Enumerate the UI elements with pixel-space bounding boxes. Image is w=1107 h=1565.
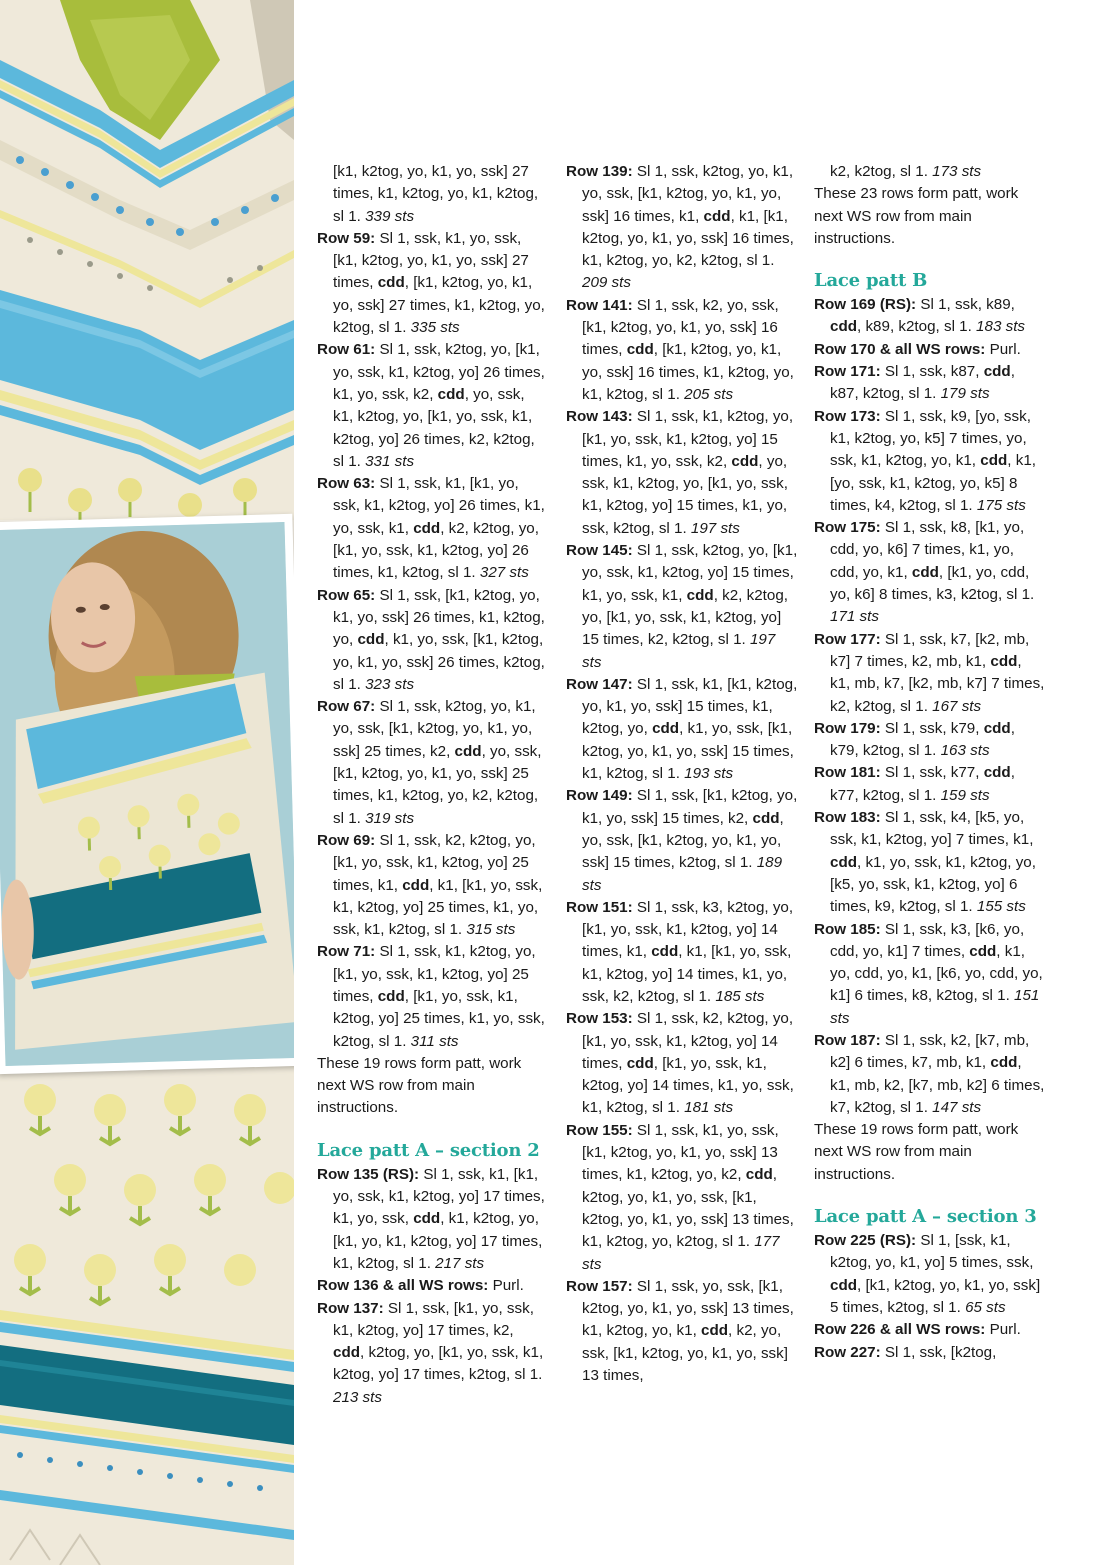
- pattern-row: [566, 1008, 798, 1119]
- row-instructions: , [k1, yo, cdd, yo, k6] 8 times, k3, k2tog, sl 1.: [830, 563, 1035, 604]
- row-label: Row 71:: [317, 943, 376, 961]
- row-instructions: , [k1, k2tog, yo, k1, yo, ssk] 27 times, k1, k2tog, yo, k2tog, sl 1.: [333, 274, 545, 337]
- row-instructions: Sl 1, ssk, k77,: [884, 764, 984, 782]
- row-instructions: , k1, yo, ssk, k1, k2tog, yo, [k5, yo, ssk, k1, k2tog, yo] 6 times, k9, k2tog, sl 1.: [830, 853, 1036, 916]
- pattern-column-2: [566, 161, 798, 1387]
- row-instructions: , [k1, yo, ssk, k1, k2tog, yo] 14 times, k1, yo, ssk, k1, k2tog, sl 1.: [582, 1054, 794, 1117]
- row-instructions: Sl 1, ssk, k89,: [920, 296, 1015, 314]
- row-instructions: Sl 1, ssk, k3, k2tog, yo, [k1, yo, ssk, k1, k2tog, yo] 14 times, k1,: [582, 898, 794, 961]
- row-instructions: Sl 1, ssk, k7, [k2, mb, k7] 7 times, k2, mb, k1,: [830, 630, 1030, 670]
- row-label: Row 137:: [317, 1299, 384, 1317]
- row-instructions: Purl.: [989, 1321, 1021, 1339]
- row-instructions: Sl 1, ssk, k1, [k1, yo, ssk, k1, k2tog, yo] 26 times, k1, yo, ssk, k1,: [333, 475, 545, 537]
- pattern-row: [566, 785, 798, 896]
- row-instructions: , k77, k2tog, sl 1.: [830, 764, 1015, 804]
- stitch-count: 177 sts: [582, 1233, 780, 1273]
- row-instructions: , k1, mb, k2, [k7, mb, k2] 6 times, k7, k2tog, sl 1.: [830, 1054, 1045, 1116]
- stitch-count: 327 sts: [479, 564, 529, 582]
- stitch-count: 175 sts: [976, 496, 1026, 514]
- stitch-count: 217 sts: [435, 1254, 485, 1272]
- pattern-row: [317, 941, 549, 1052]
- stitch-count: 65 sts: [965, 1298, 1006, 1316]
- pattern-row: [814, 807, 1046, 918]
- pattern-note: These 23 rows form patt, work next WS row from main instructions.: [814, 185, 1019, 247]
- row-instructions: , k1, k2tog, yo, [k1, yo, k1, k2tog, yo] 17 times, k1, k2tog, sl 1.: [333, 1210, 543, 1272]
- row-instructions: , k1, yo, ssk, [k1, k2tog, yo, k1, yo, ssk] 26 times, k2tog, sl 1.: [333, 631, 545, 693]
- shawl-detail-photo-top: [0, 0, 294, 520]
- stitch-count: 185 sts: [715, 987, 765, 1005]
- row-label: Row 177:: [814, 630, 881, 648]
- row-label: Row 67:: [317, 698, 376, 716]
- photo-strip: [0, 0, 294, 1565]
- row-label: Row 59:: [317, 229, 376, 247]
- pattern-row: [317, 339, 549, 473]
- row-instructions: , k87, k2tog, sl 1.: [830, 363, 1015, 403]
- cdd-stitch: cdd: [731, 452, 759, 470]
- pattern-row: [814, 339, 1046, 361]
- cdd-stitch: cdd: [377, 987, 405, 1005]
- row-label: Row 169 (RS):: [814, 296, 917, 314]
- row-instructions: , yo, ssk, [k1, k2tog, yo, k1, yo, ssk] 15 times, k2tog, sl 1.: [582, 809, 784, 872]
- pattern-row: [566, 1276, 798, 1387]
- cdd-stitch: cdd: [701, 1322, 729, 1340]
- row-instructions: , k1, yo, ssk, [k1, k2tog, yo, k1, yo, ssk] 15 times, k1, k2tog, sl 1.: [582, 720, 794, 783]
- row-label: Row 170 & all WS rows:: [814, 340, 986, 358]
- row-instructions: Sl 1, ssk, k2, [k7, mb, k2] 6 times, k7, mb, k1,: [830, 1031, 1030, 1072]
- cdd-stitch: cdd: [752, 809, 780, 827]
- pattern-row: [566, 1120, 798, 1276]
- stitch-count: 159 sts: [940, 786, 990, 804]
- stitch-count: 189 sts: [582, 854, 783, 894]
- pattern-row: [814, 1342, 1046, 1364]
- cdd-stitch: cdd: [402, 876, 430, 894]
- stitch-count: 147 sts: [932, 1098, 982, 1116]
- row-instructions: , k1, [k1, yo, ssk, k1, k2tog, yo] 14 times, k1, yo, ssk, k2, k2tog, sl 1.: [582, 943, 792, 1005]
- model-photo-frame: [0, 514, 294, 1074]
- stitch-count: 163 sts: [940, 742, 990, 760]
- stitch-count: 179 sts: [940, 385, 990, 403]
- stitch-count: 213 sts: [333, 1388, 382, 1406]
- stitch-count: 311 sts: [410, 1032, 459, 1050]
- row-instructions: Sl 1, ssk, k4, [k5, yo, ssk, k1, k2tog, yo] 7 times, k1,: [830, 809, 1034, 849]
- pattern-row: [814, 1030, 1046, 1119]
- row-instructions: Sl 1, ssk, yo, ssk, [k1, k2tog, yo, k1, yo, ssk] 13 times, k1, k2tog, yo, k1,: [582, 1277, 794, 1340]
- row-instructions: , yo, ssk, k1, k2tog, yo, [k1, yo, ssk, k1, k2tog, yo] 15 times, k1, yo, ssk, k2tog, sl 1.: [582, 452, 788, 537]
- cdd-stitch: cdd: [333, 1344, 361, 1362]
- row-label: Row 181:: [814, 764, 881, 782]
- row-instructions: Sl 1, ssk, [k1, k2tog, yo, k1, yo, ssk] 26 times, k1, k2tog, yo,: [333, 586, 545, 649]
- stitch-count: 209 sts: [582, 274, 631, 292]
- stitch-count: 193 sts: [684, 765, 734, 783]
- stitch-count: 173 sts: [932, 163, 982, 180]
- pattern-column-3: [814, 161, 1046, 1364]
- pattern-row: [317, 1275, 549, 1297]
- pattern-row: [317, 228, 549, 339]
- pattern-row: [317, 473, 549, 584]
- pattern-row: [814, 629, 1046, 718]
- pattern-column-1: [317, 161, 549, 1409]
- row-instructions: , k2, k2tog, yo, [k1, yo, ssk, k1, k2tog, yo] 15 times, k2, k2tog, sl 1.: [582, 586, 788, 649]
- pattern-row: [317, 585, 549, 696]
- stitch-count: 331 sts: [365, 452, 415, 470]
- row-label: Row 225 (RS):: [814, 1232, 917, 1250]
- pattern-row: [317, 696, 549, 830]
- stitch-count: 319 sts: [365, 809, 415, 827]
- row-instructions: , k2tog, yo, k1, yo, ssk, [k1, k2tog, yo, k1, yo, ssk] 13 times, k1, k2tog, yo, k2tog, sl 1.: [582, 1166, 794, 1251]
- row-label: Row 157:: [566, 1277, 633, 1295]
- row-label: Row 69:: [317, 831, 376, 849]
- cdd-stitch: cdd: [969, 942, 997, 960]
- row-label: Row 139:: [566, 163, 633, 180]
- row-instructions: , yo, ssk, [k1, k2tog, yo, k1, yo, ssk] 25 times, k1, k2tog, yo, k2, k2tog, sl 1.: [333, 742, 542, 827]
- row-instructions: [k1, k2tog, yo, k1, yo, ssk] 27 times, k1, k2tog, yo, k1, k2tog, sl 1.: [333, 163, 539, 225]
- cdd-stitch: cdd: [745, 1166, 773, 1184]
- model-wearing-shawl-photo: [0, 522, 294, 1066]
- cdd-stitch: cdd: [983, 764, 1011, 782]
- cdd-stitch: cdd: [830, 1276, 858, 1294]
- stitch-count: 335 sts: [410, 319, 460, 337]
- cdd-stitch: cdd: [357, 631, 385, 649]
- cdd-stitch: cdd: [990, 652, 1018, 670]
- row-label: Row 187:: [814, 1031, 881, 1049]
- cdd-stitch: cdd: [454, 742, 482, 760]
- row-instructions: Sl 1, ssk, [k1, yo, ssk, k1, k2tog, yo] 17 times, k2,: [333, 1299, 534, 1339]
- cdd-stitch: cdd: [377, 274, 405, 292]
- cdd-stitch: cdd: [983, 719, 1011, 737]
- row-instructions: Sl 1, ssk, k1, k2tog, yo, [k1, yo, ssk, k1, k2tog, yo] 15 times, k1, yo, ssk, k2,: [582, 408, 794, 470]
- row-instructions: Sl 1, [ssk, k1, k2tog, yo, k1, yo] 5 times, ssk,: [830, 1232, 1034, 1272]
- row-instructions: k2, k2tog, sl 1.: [830, 163, 933, 180]
- stitch-count: 323 sts: [365, 675, 415, 693]
- pattern-row-continuation: [814, 161, 1046, 183]
- row-instructions: , yo, ssk, k1, k2tog, yo, [k1, yo, ssk, k1, k2tog, yo] 26 times, k2, k2tog, sl 1.: [333, 385, 535, 470]
- row-instructions: , k1, mb, k7, [k2, mb, k7] 7 times, k2, k2tog, sl 1.: [830, 652, 1045, 715]
- stitch-count: 181 sts: [684, 1099, 734, 1117]
- pattern-row: [566, 540, 798, 674]
- pattern-row: [814, 919, 1046, 1030]
- row-instructions: , k2tog, yo, [k1, yo, ssk, k1, k2tog, yo] 17 times, k2tog, sl 1.: [333, 1344, 544, 1384]
- row-instructions: Sl 1, ssk, k1, yo, ssk, [k1, k2tog, yo, k1, yo, ssk] 13 times, k1, k2tog, yo, k2,: [582, 1121, 779, 1184]
- pattern-row: [566, 897, 798, 1008]
- stitch-count: 197 sts: [582, 631, 776, 671]
- row-label: Row 143:: [566, 408, 633, 426]
- row-instructions: Sl 1, ssk, k2tog, yo, k1, yo, ssk, [k1, k2tog, yo, k1, yo, ssk] 25 times, k2,: [333, 698, 536, 760]
- row-instructions: Sl 1, ssk, k2, k2tog, yo, [k1, yo, ssk, k1, k2tog, yo] 25 times, k1,: [333, 831, 536, 894]
- pattern-row: [814, 762, 1046, 807]
- row-label: Row 183:: [814, 809, 881, 827]
- row-label: Row 149:: [566, 787, 633, 805]
- row-label: Row 145:: [566, 542, 633, 560]
- cdd-stitch: cdd: [413, 1210, 441, 1228]
- cdd-stitch: cdd: [911, 563, 939, 581]
- row-label: Row 227:: [814, 1343, 881, 1361]
- stitch-count: 167 sts: [932, 697, 982, 715]
- row-label: Row 135 (RS):: [317, 1165, 420, 1183]
- pattern-row: [814, 406, 1046, 517]
- stitch-count: 155 sts: [976, 898, 1026, 916]
- cdd-stitch: cdd: [626, 341, 654, 359]
- row-instructions: Sl 1, ssk, k2, k2tog, yo, [k1, yo, ssk, k1, k2tog, yo] 14 times,: [582, 1010, 794, 1072]
- row-instructions: , k2, yo, ssk, [k1, k2tog, yo, k1, yo, ssk] 13 times,: [582, 1322, 788, 1385]
- row-instructions: Sl 1, ssk, k3, [k6, yo, cdd, yo, k1] 7 times,: [830, 920, 1025, 960]
- row-instructions: Sl 1, ssk, k9, [yo, ssk, k1, k2tog, yo, k5] 7 times, yo, ssk, k1, k2tog, yo, k1,: [830, 407, 1031, 470]
- row-instructions: , k1, [k1, yo, ssk, k1, k2tog, yo] 25 times, k1, yo, ssk, k1, k2tog, sl 1.: [333, 876, 543, 939]
- row-instructions: , [k1, k2tog, yo, k1, yo, ssk] 16 times, k1, k2tog, yo, k1, k2tog, sl 1.: [582, 341, 794, 403]
- stitch-count: 151 sts: [830, 987, 1040, 1027]
- cdd-stitch: cdd: [686, 586, 714, 604]
- cdd-stitch: cdd: [980, 452, 1008, 470]
- pattern-row-continuation: [317, 161, 549, 228]
- pattern-row: [814, 361, 1046, 406]
- pattern-row: [814, 294, 1046, 339]
- row-label: Row 173:: [814, 407, 881, 425]
- row-instructions: Sl 1, ssk, k87,: [884, 363, 984, 381]
- pattern-row: [317, 1164, 549, 1275]
- row-instructions: Sl 1, ssk, k8, [k1, yo, cdd, yo, k6] 7 times, k1, yo, cdd, yo, k1,: [830, 519, 1025, 581]
- row-instructions: Sl 1, ssk, k2tog, yo, [k1, yo, ssk, k1, k2tog, yo] 26 times, k1, yo, ssk, k2,: [333, 341, 545, 403]
- row-instructions: Sl 1, ssk, k1, k2tog, yo, [k1, yo, ssk, k1, k2tog, yo] 25 times,: [333, 943, 536, 1005]
- row-label: Row 65:: [317, 586, 376, 604]
- row-label: Row 141:: [566, 296, 633, 314]
- row-instructions: Sl 1, ssk, k2tog, yo, [k1, yo, ssk, k1, k2tog, yo] 15 times, k1, yo, ssk, k1,: [582, 542, 798, 604]
- row-label: Row 155:: [566, 1121, 633, 1139]
- pattern-row: [566, 674, 798, 785]
- pattern-row: [566, 161, 798, 295]
- pattern-row: [317, 1298, 549, 1409]
- cdd-stitch: cdd: [413, 519, 441, 537]
- cdd-stitch: cdd: [703, 207, 731, 225]
- row-instructions: , k89, k2tog, sl 1.: [857, 318, 977, 336]
- row-instructions: , [k1, yo, ssk, k1, k2tog, yo] 25 times, k1, yo, ssk, k2tog, sl 1.: [333, 987, 545, 1050]
- cdd-stitch: cdd: [651, 943, 679, 961]
- row-label: Row 151:: [566, 898, 633, 916]
- row-instructions: Sl 1, ssk, [k1, k2tog, yo, k1, yo, ssk] 15 times, k2,: [582, 787, 798, 827]
- pattern-row: [814, 1230, 1046, 1319]
- row-label: Row 153:: [566, 1010, 633, 1028]
- pattern-row: [566, 406, 798, 540]
- pattern-row: [814, 1319, 1046, 1341]
- section-heading: Lace patt A – section 2: [317, 1139, 540, 1161]
- row-instructions: , k1, [yo, ssk, k1, k2tog, yo, k5] 8 times, k4, k2tog, sl 1.: [830, 452, 1036, 514]
- row-instructions: Purl.: [492, 1277, 524, 1295]
- stitch-count: 205 sts: [684, 385, 734, 403]
- cdd-stitch: cdd: [830, 318, 858, 336]
- row-label: Row 179:: [814, 719, 881, 737]
- row-instructions: Sl 1, ssk, k1, [k1, k2tog, yo, k1, yo, ssk] 15 times, k1, k2tog, yo,: [582, 675, 798, 738]
- pattern-row: [814, 718, 1046, 763]
- row-instructions: , [k1, k2tog, yo, k1, yo, ssk] 5 times, k2tog, sl 1.: [830, 1276, 1041, 1316]
- cdd-stitch: cdd: [652, 720, 680, 738]
- row-instructions: Sl 1, ssk, k1, [k1, yo, ssk, k1, k2tog, yo] 17 times, k1, yo, ssk,: [333, 1165, 545, 1228]
- pattern-row: [566, 295, 798, 406]
- row-instructions: Purl.: [989, 340, 1021, 358]
- row-label: Row 136 & all WS rows:: [317, 1277, 489, 1295]
- row-label: Row 63:: [317, 475, 376, 493]
- section-heading: Lace patt B: [814, 270, 928, 292]
- row-instructions: Sl 1, ssk, k2tog, yo, k1, yo, ssk, [k1, k2tog, yo, k1, yo, ssk] 16 times, k1,: [582, 163, 794, 225]
- stitch-count: 171 sts: [830, 608, 879, 626]
- stitch-count: 339 sts: [365, 207, 415, 225]
- row-label: Row 175:: [814, 519, 881, 537]
- pattern-note: These 19 rows form patt, work next WS row from main instructions.: [814, 1121, 1019, 1183]
- pattern-note: These 19 rows form patt, work next WS row from main instructions.: [317, 1054, 522, 1117]
- row-label: Row 226 & all WS rows:: [814, 1321, 986, 1339]
- stitch-count: 183 sts: [976, 318, 1026, 336]
- row-instructions: Sl 1, ssk, k1, yo, ssk, [k1, k2tog, yo, k1, yo, ssk] 27 times,: [333, 229, 529, 292]
- row-label: Row 171:: [814, 363, 881, 381]
- row-instructions: Sl 1, ssk, [k2tog,: [884, 1343, 997, 1361]
- pattern-row: [317, 830, 549, 941]
- row-instructions: Sl 1, ssk, k2, yo, ssk, [k1, k2tog, yo, k1, yo, ssk] 16 times,: [582, 296, 779, 359]
- pattern-row: [814, 517, 1046, 628]
- section-heading: Lace patt A – section 3: [814, 1206, 1037, 1228]
- row-label: Row 61:: [317, 341, 376, 359]
- cdd-stitch: cdd: [437, 385, 465, 403]
- row-instructions: , k1, [k1, k2tog, yo, k1, yo, ssk] 16 times, k1, k2tog, yo, k2, k2tog, sl 1.: [582, 207, 794, 270]
- row-label: Row 185:: [814, 920, 881, 938]
- row-instructions: , k79, k2tog, sl 1.: [830, 719, 1015, 760]
- cdd-stitch: cdd: [626, 1054, 654, 1072]
- row-label: Row 147:: [566, 675, 633, 693]
- shawl-detail-photo-bottom: [0, 1060, 294, 1565]
- stitch-count: 197 sts: [690, 519, 740, 537]
- stitch-count: 315 sts: [466, 921, 516, 939]
- cdd-stitch: cdd: [990, 1054, 1018, 1072]
- row-instructions: , k1, yo, cdd, yo, k1, [k6, yo, cdd, yo, k1] 6 times, k8, k2tog, sl 1.: [830, 942, 1043, 1005]
- cdd-stitch: cdd: [830, 853, 858, 871]
- cdd-stitch: cdd: [983, 363, 1011, 381]
- row-instructions: , k2, k2tog, yo, [k1, yo, ssk, k1, k2tog, yo] 26 times, k1, k2tog, sl 1.: [333, 519, 539, 582]
- row-instructions: Sl 1, ssk, k79,: [884, 719, 984, 737]
